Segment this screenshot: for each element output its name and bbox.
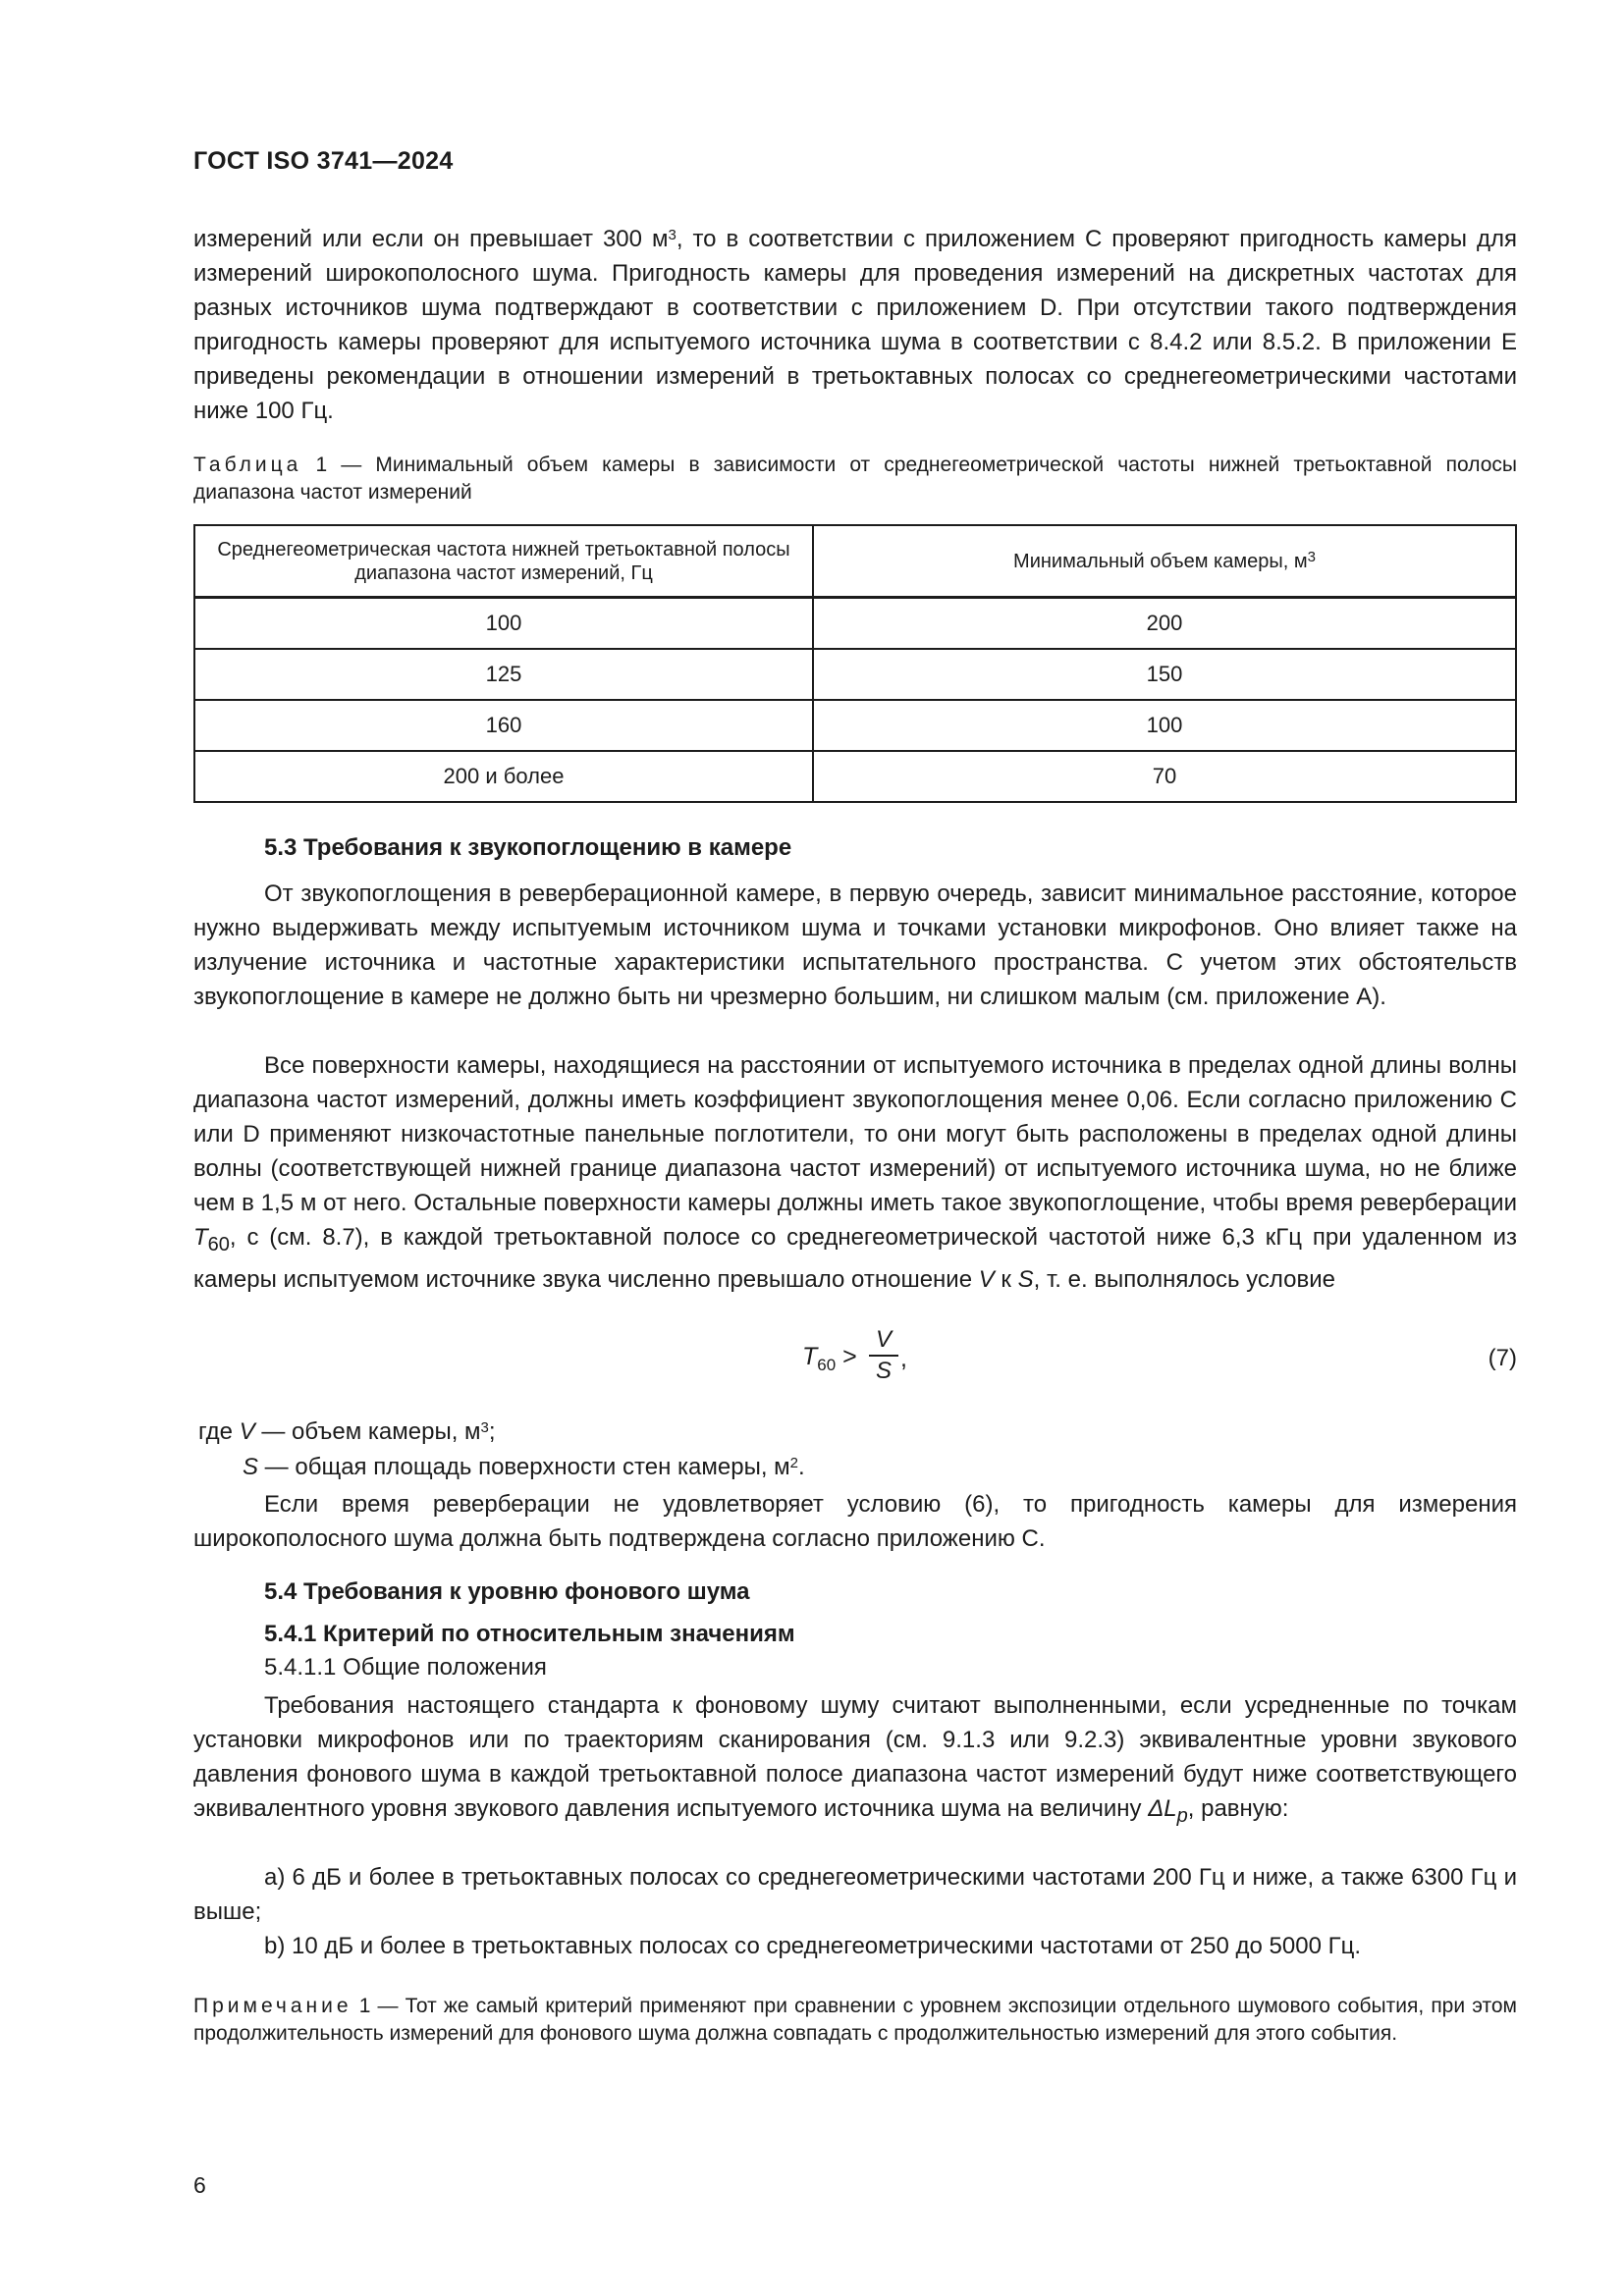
list-item-a: а) 6 дБ и более в третьоктавных полосах со среднегеометрическими частотами 200 Гц и ниже, а также 6300 Гц и выше; <box>193 1864 1517 1925</box>
formula-comma: , <box>900 1345 907 1372</box>
formula-t: T <box>802 1343 818 1370</box>
table-header-volume <box>813 525 1516 598</box>
para2-text-2: , с (см. 8.7), в каждой третьоктавной полосе со среднегеометрической частотой ниже 6,3 кГц при удаленном из камеры испытуемом источнике звука численно превышало отношение <box>193 1224 1517 1293</box>
table-header-frequency: Среднегеометрическая частота нижней третьоктавной полосы диапазона частот измерений, Гц <box>194 525 813 598</box>
section-5-3-paragraph-1: От звукопоглощения в реверберационной камере, в первую очередь, зависит минимальное расстояние, которое нужно выдерживать между испытуемым источником шума и точками установки микрофонов. Оно влияет также на излучение источника и частотные характеристики испытательного пространства. С учетом этих обстоятельств звукопоглощение в камере не должно быть ни чрезмерно большим, ни слишком малым (см. приложение А). <box>193 881 1517 1010</box>
delta-lp-symbol: ΔL <box>1148 1795 1177 1822</box>
min-volume-table <box>193 524 1517 803</box>
where-v-end: ; <box>488 1418 496 1445</box>
where-s-line <box>243 1450 805 1485</box>
where-s-symbol: S <box>243 1454 259 1480</box>
bg-noise-text-1: Требования настоящего стандарта к фоновому шуму считают выполненными, если усредненные по точкам установки микрофонов или по траекториям сканирования (см. 9.1.3 или 9.2.3) эквивалентные уровни звукового давления фонового шума в каждой третьоктавной полосе диапазона частот измерений будут ниже соответствующего эквивалентного уровня звукового давления испытуемого источника шума на величину <box>193 1692 1517 1822</box>
formula-7 <box>193 1325 1517 1394</box>
section-5-4-paragraph-1 <box>193 1688 1517 1834</box>
where-v-symbol: V <box>239 1418 255 1445</box>
para2-text-1: Все поверхности камеры, находящиеся на расстоянии от испытуемого источника в пределах одной длины волны диапазона частот измерений, должны иметь коэффициент звукопоглощения менее 0,06. Если согласно приложению С или D применяют низкочастотные панельные поглотители, то они могут быть расположены в пределах одной длины волны (соответствующей нижней границе диапазона частот измерений) от испытуемого источника шума, но не ближе чем в 1,5 м от него. Остальные поверхности камеры должны иметь такое звукопоглощение, чтобы время реверберации <box>193 1052 1517 1216</box>
where-prefix: где <box>198 1418 240 1445</box>
where-v-line <box>198 1415 496 1450</box>
formula-numerator: V <box>869 1325 898 1357</box>
table-cell-volume: 150 <box>813 649 1516 700</box>
table-header-row <box>194 525 1516 598</box>
t60-subscript: 60 <box>207 1233 230 1255</box>
para2-k: к <box>994 1265 1018 1293</box>
section-5-4-1-1-title: 5.4.1.1 Общие положения <box>264 1654 547 1681</box>
page-number: 6 <box>193 2172 206 2198</box>
table-row <box>194 751 1516 802</box>
table-cell-frequency: 160 <box>194 700 813 751</box>
where-s-text: — общая площадь поверхности стен камеры, м <box>258 1454 790 1480</box>
table-cell-volume: 200 <box>813 598 1516 650</box>
table-cell-frequency: 125 <box>194 649 813 700</box>
table-row <box>194 598 1516 650</box>
delta-lp-subscript: p <box>1176 1804 1188 1827</box>
table-cell-frequency: 100 <box>194 598 813 650</box>
para2-text-3: , т. е. выполнялось условие <box>1033 1265 1336 1293</box>
table-row <box>194 700 1516 751</box>
table-caption-text: 1 — Минимальный объем камеры в зависимости от среднегеометрической частоты нижней третьоктавной полосы диапазона частот измерений <box>193 454 1517 504</box>
table-row <box>194 649 1516 700</box>
document-header: ГОСТ ISO 3741—2024 <box>193 147 454 175</box>
intro-paragraph <box>193 222 1517 428</box>
note-1 <box>193 1993 1517 2048</box>
section-5-3-paragraph-2 <box>193 1048 1517 1297</box>
table-cell-volume: 100 <box>813 700 1516 751</box>
table-cell-frequency: 200 и более <box>194 751 813 802</box>
formula-fraction <box>869 1325 898 1386</box>
table-caption <box>193 452 1517 507</box>
formula-operator: > <box>836 1343 857 1370</box>
table-caption-label: Таблица <box>193 454 302 476</box>
paragraph-after-formula: Если время реверберации не удовлетворяет условию (6), то пригодность камеры для измерения широкополосного шума должна быть подтверждена согласно приложению С. <box>193 1491 1517 1552</box>
section-5-3-title: 5.3 Требования к звукопоглощению в камере <box>264 834 792 861</box>
formula-t-sub: 60 <box>817 1356 837 1374</box>
section-5-4-1-title: 5.4.1 Критерий по относительным значениям <box>264 1621 795 1647</box>
intro-text-1: измерений или если он превышает 300 м <box>193 226 669 252</box>
volume-header-text: Минимальный объем камеры, м <box>1013 550 1308 572</box>
v-symbol: V <box>978 1265 995 1293</box>
where-s-sup: 2 <box>789 1455 798 1471</box>
bg-noise-text-2: , равную: <box>1187 1795 1289 1822</box>
t60-symbol: T <box>193 1224 208 1251</box>
s-symbol: S <box>1017 1265 1034 1293</box>
section-5-4-title: 5.4 Требования к уровню фонового шума <box>264 1578 750 1605</box>
table-cell-volume: 70 <box>813 751 1516 802</box>
note-text: 1 — Тот же самый критерий применяют при сравнении с уровнем экспозиции отдельного шумового события, при этом продолжительность измерений для фонового шума должна совпадать с продолжительностью измерений для этого события. <box>193 1995 1517 2045</box>
formula-denominator: S <box>875 1358 892 1384</box>
formula-lhs <box>802 1343 857 1375</box>
where-v-sup: 3 <box>480 1419 489 1436</box>
intro-text-2: , то в соответствии с приложением С проверяют пригодность камеры для измерений широкополосного шума. Пригодность камеры для проведения измерений на дискретных частотах для разных источников шума подтверждают в соответствии с приложением D. При отсутствии такого подтверждения пригодность камеры проверяют для испытуемого источника шума в соответствии с 8.4.2 или 8.5.2. В приложении Е приведены рекомендации в отношении измерений в третьоктавных полосах со среднегеометрическими частотами ниже 100 Гц. <box>193 226 1517 424</box>
where-v-text: — объем камеры, м <box>254 1418 481 1445</box>
formula-number: (7) <box>1488 1345 1517 1371</box>
where-s-end: . <box>798 1454 805 1480</box>
list-item-b: b) 10 дБ и более в третьоктавных полосах со среднегеометрическими частотами от 250 до 5000 Гц. <box>264 1933 1361 1959</box>
volume-header-sup: 3 <box>1307 548 1316 565</box>
note-label: Примечание <box>193 1995 352 2017</box>
intro-sup: 3 <box>668 227 677 243</box>
